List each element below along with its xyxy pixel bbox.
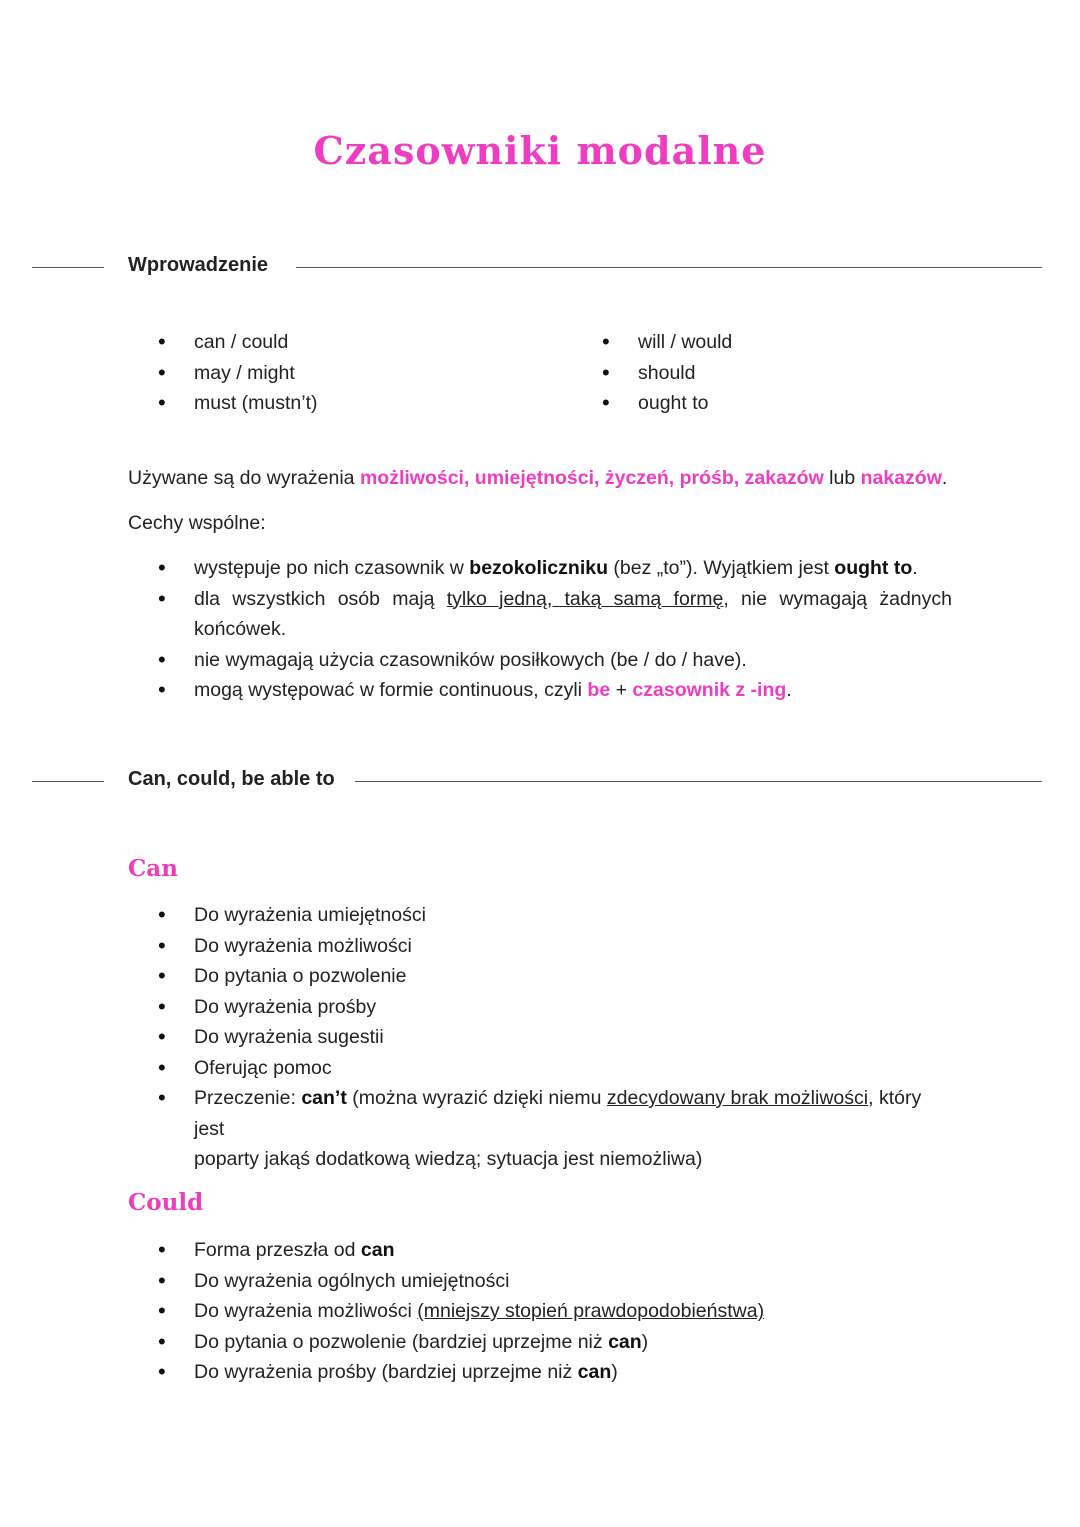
list-item xyxy=(128,1296,952,1327)
underlined-text: (mniejszy stopień prawdopodobieństwa) xyxy=(417,1300,765,1322)
modal-verbs-list-left xyxy=(128,327,548,419)
underlined-text: zdecydowany brak możliwości xyxy=(606,1087,869,1109)
text: ) xyxy=(641,1330,649,1353)
text-line xyxy=(194,1083,952,1144)
subheading-could: Could xyxy=(128,1189,204,1216)
text: Do wyrażenia prośby (bardziej uprzejme niż xyxy=(194,1361,578,1383)
highlight: czasownik z -ing xyxy=(632,679,787,701)
divider xyxy=(32,267,104,268)
usage-text: lub xyxy=(823,467,861,489)
text: , który jest xyxy=(194,1087,922,1140)
list-item: • should xyxy=(572,358,992,389)
text: Do pytania o pozwolenie (bardziej uprzejme niż xyxy=(194,1330,609,1353)
usage-text: Używane są do wyrażenia xyxy=(128,467,360,489)
list-item: • Do wyrażenia sugestii xyxy=(128,1022,952,1053)
text: . xyxy=(912,557,918,579)
justified-line xyxy=(194,584,952,615)
list-item: • will / would xyxy=(572,327,992,358)
text: (bez „to”). Wyjątkiem jest xyxy=(608,557,835,579)
list-item: • may / might xyxy=(128,358,548,389)
can-uses-list xyxy=(128,900,952,1175)
list-item: • Oferując pomoc xyxy=(128,1053,952,1084)
list-item: • ought to xyxy=(572,388,992,419)
list-item xyxy=(128,1357,952,1388)
text: . xyxy=(786,679,792,701)
usage-paragraph xyxy=(128,463,988,493)
text: Przeczenie: xyxy=(194,1087,302,1109)
section-title-can: Can, could, be able to xyxy=(128,768,355,791)
list-item xyxy=(128,1235,952,1266)
section-header-can xyxy=(0,766,1080,796)
underlined-text: tylko jedną, taką samą formę xyxy=(446,587,724,610)
list-item xyxy=(128,1083,952,1175)
features-list xyxy=(128,553,952,706)
list-item: • Do wyrażenia możliwości xyxy=(128,931,952,962)
subheading-can: Can xyxy=(128,855,178,882)
usage-highlight: możliwości, umiejętności, życzeń, próśb, zakazów xyxy=(359,467,824,489)
section-title-intro: Wprowadzenie xyxy=(128,254,288,277)
features-label: Cechy wspólne: xyxy=(128,512,266,534)
page-title: Czasowniki modalne xyxy=(313,128,767,173)
list-item xyxy=(128,675,952,706)
list-item: • Do wyrażenia prośby xyxy=(128,992,952,1023)
divider xyxy=(352,781,1042,782)
bold-text: can xyxy=(608,1330,642,1353)
divider xyxy=(32,781,104,782)
bold-text: bezokoliczniku xyxy=(469,557,608,579)
list-item xyxy=(128,1327,952,1358)
modal-verbs-list-right xyxy=(572,327,992,419)
section-header-intro xyxy=(0,252,1080,282)
text: mogą występować w formie continuous, czyli xyxy=(194,679,588,701)
text: występuje po nich czasownik w xyxy=(194,557,470,579)
text: końcówek. xyxy=(194,618,287,640)
usage-text: . xyxy=(941,467,948,489)
list-item: • must (mustn’t) xyxy=(128,388,548,419)
usage-highlight: nakazów xyxy=(860,467,942,489)
text: ) xyxy=(611,1361,618,1383)
text: dla wszystkich osób mają xyxy=(194,587,447,610)
bold-text: can’t xyxy=(301,1087,347,1109)
text: Do wyrażenia możliwości xyxy=(194,1300,418,1322)
list-item: • can / could xyxy=(128,327,548,358)
list-item: • Do pytania o pozwolenie xyxy=(128,961,952,992)
text: poparty jakąś dodatkową wiedzą; sytuacja jest niemożliwa) xyxy=(194,1148,703,1170)
bold-text: ought to xyxy=(834,557,913,579)
list-item: • nie wymagają użycia czasowników posiłkowych (be / do / have). xyxy=(128,645,952,676)
list-item xyxy=(128,584,952,645)
list-item: • Do wyrażenia umiejętności xyxy=(128,900,952,931)
text: , nie wymagają żadnych xyxy=(723,587,952,610)
text: + xyxy=(610,679,633,701)
text: Forma przeszła od xyxy=(194,1239,361,1261)
text: (można wyrazić dzięki niemu xyxy=(346,1087,607,1109)
bold-text: can xyxy=(360,1239,395,1261)
could-uses-list xyxy=(128,1235,952,1388)
divider xyxy=(296,267,1042,268)
bold-text: can xyxy=(577,1361,612,1383)
list-item: • Do wyrażenia ogólnych umiejętności xyxy=(128,1266,952,1297)
list-item xyxy=(128,553,952,584)
highlight: be xyxy=(587,679,611,701)
